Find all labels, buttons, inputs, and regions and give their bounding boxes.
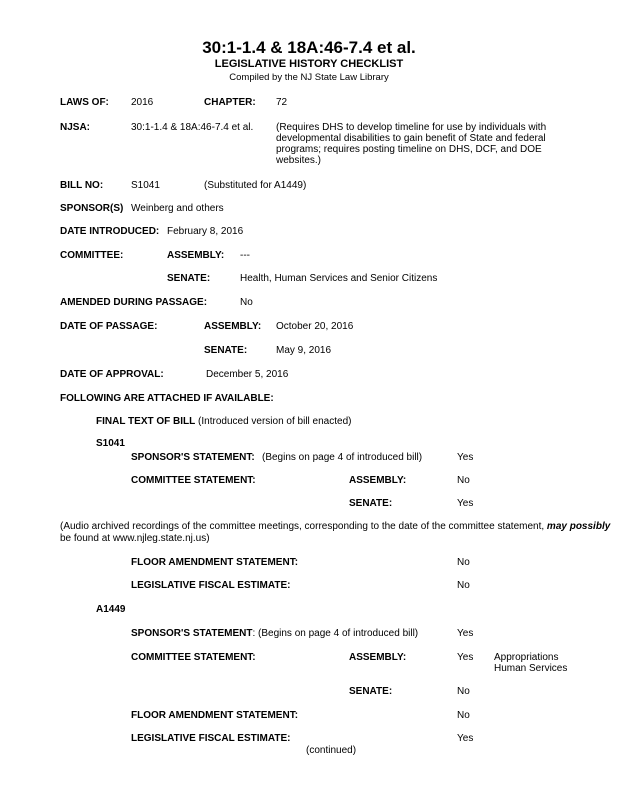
s1041-sponsor-note: (Begins on page 4 of introduced bill): [262, 452, 423, 463]
final-text-note: (Introduced version of bill enacted): [198, 416, 352, 427]
njsa-desc-line: websites.): [276, 155, 322, 166]
s1041-sponsor-value: Yes: [457, 452, 474, 463]
committee-senate-label: SENATE:: [167, 273, 211, 284]
committee-assembly-value: ---: [240, 250, 250, 261]
amended-label: AMENDED DURING PASSAGE:: [60, 297, 208, 308]
a1449-sponsor-value: Yes: [457, 628, 474, 639]
njsa-desc-line: programs; requires posting timeline on DHS, DCF, and DOE: [276, 144, 542, 155]
bill-no-note: (Substituted for A1449): [204, 180, 307, 191]
a1449-assembly-committee: Human Services: [494, 663, 568, 674]
page-subtitle: LEGISLATIVE HISTORY CHECKLIST: [214, 58, 404, 70]
njsa-desc-line: developmental disabilities to gain benefit of State and federal: [276, 133, 546, 144]
passage-label: DATE OF PASSAGE:: [60, 321, 158, 332]
passage-assembly-label: ASSEMBLY:: [204, 321, 262, 332]
bill-no-value: S1041: [131, 180, 160, 191]
committee-label: COMMITTEE:: [60, 250, 124, 261]
passage-senate-label: SENATE:: [204, 345, 248, 356]
s1041-senate-value: Yes: [457, 498, 474, 509]
sponsor-label: SPONSOR(S): [60, 203, 124, 214]
s1041-committee-label: COMMITTEE STATEMENT:: [131, 475, 256, 486]
audio-note-link: be found at www.njleg.state.nj.us): [60, 533, 210, 544]
compiled-by: Compiled by the NJ State Law Library: [229, 72, 389, 83]
audio-note-emphasis: may possibly: [546, 521, 611, 532]
chapter-value: 72: [276, 97, 288, 108]
date-introduced-value: February 8, 2016: [167, 226, 244, 237]
s1041-floor-label: FLOOR AMENDMENT STATEMENT:: [131, 557, 299, 568]
committee-senate-value: Health, Human Services and Senior Citizens: [240, 273, 438, 284]
laws-of-label: LAWS OF:: [60, 97, 109, 108]
audio-note-text: (Audio archived recordings of the committee meetings, corresponding to the date of the committee statement,: [60, 521, 545, 532]
a1449-committee-label: COMMITTEE STATEMENT:: [131, 652, 256, 663]
laws-of-value: 2016: [131, 97, 154, 108]
continued-note: (continued): [306, 745, 357, 756]
final-text-label: FINAL TEXT OF BILL: [96, 416, 196, 427]
a1449-assembly-value: Yes: [457, 652, 474, 663]
a1449-floor-label: FLOOR AMENDMENT STATEMENT:: [131, 710, 299, 721]
s1041-heading: S1041: [96, 438, 125, 449]
audio-note-line: [60, 521, 610, 532]
s1041-senate-label: SENATE:: [349, 498, 393, 509]
approval-value: December 5, 2016: [206, 369, 289, 380]
a1449-sponsor-label: SPONSOR'S STATEMENT: [131, 628, 253, 639]
page-title: 30:1-1.4 & 18A:46-7.4 et al.: [202, 38, 416, 57]
s1041-fiscal-value: No: [457, 580, 470, 591]
committee-assembly-label: ASSEMBLY:: [167, 250, 225, 261]
following-heading: FOLLOWING ARE ATTACHED IF AVAILABLE:: [60, 393, 274, 404]
a1449-senate-value: No: [457, 686, 470, 697]
final-text-line: [96, 416, 351, 427]
a1449-assembly-label: ASSEMBLY:: [349, 652, 407, 663]
amended-value: No: [240, 297, 253, 308]
njsa-value: 30:1-1.4 & 18A:46-7.4 et al.: [131, 122, 254, 133]
a1449-assembly-committee: Appropriations: [494, 652, 559, 663]
s1041-sponsor-label: SPONSOR'S STATEMENT:: [131, 452, 255, 463]
njsa-desc-line: (Requires DHS to develop timeline for use by individuals with: [276, 122, 547, 133]
a1449-fiscal-label: LEGISLATIVE FISCAL ESTIMATE:: [131, 733, 291, 744]
s1041-floor-value: No: [457, 557, 470, 568]
s1041-assembly-label: ASSEMBLY:: [349, 475, 407, 486]
a1449-floor-value: No: [457, 710, 470, 721]
njsa-label: NJSA:: [60, 122, 91, 133]
passage-senate-value: May 9, 2016: [276, 345, 332, 356]
s1041-assembly-value: No: [457, 475, 470, 486]
a1449-senate-label: SENATE:: [349, 686, 393, 697]
a1449-fiscal-value: Yes: [457, 733, 474, 744]
passage-assembly-value: October 20, 2016: [276, 321, 354, 332]
s1041-fiscal-label: LEGISLATIVE FISCAL ESTIMATE:: [131, 580, 291, 591]
sponsor-value: Weinberg and others: [131, 203, 224, 214]
date-introduced-label: DATE INTRODUCED:: [60, 226, 160, 237]
a1449-sponsor-line: [131, 628, 418, 639]
a1449-sponsor-note: : (Begins on page 4 of introduced bill): [252, 628, 419, 639]
a1449-heading: A1449: [96, 604, 126, 615]
bill-no-label: BILL NO:: [60, 180, 104, 191]
chapter-label: CHAPTER:: [204, 97, 256, 108]
approval-label: DATE OF APPROVAL:: [60, 369, 164, 380]
